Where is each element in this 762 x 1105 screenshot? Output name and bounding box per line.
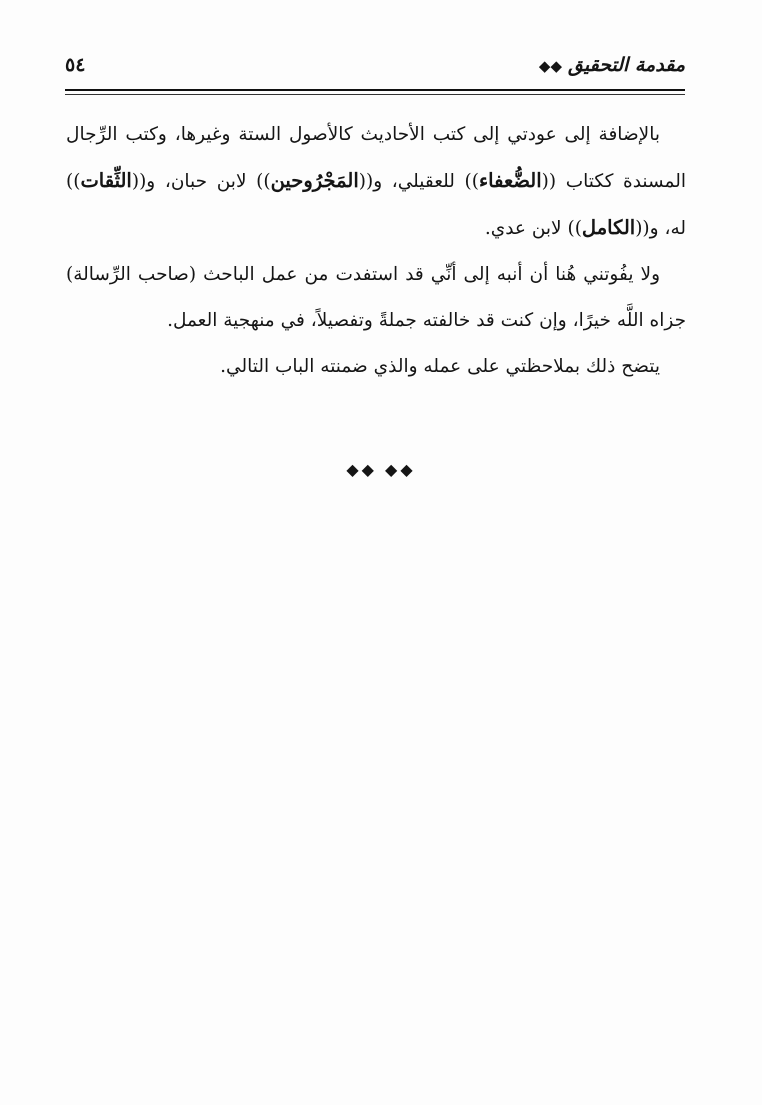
paragraph-2: ولا يفُوتني هُنا أن أنبه إلى أنِّي قد استفدت من عمل الباحث (صاحب الرِّسالة) جزاه اللَّه خيرًا، وإن كنت قد خالفته جملةً وتفصيلاً، في منهجية العمل.	[66, 264, 686, 331]
header-title-text: مقدمة التحقيق	[568, 54, 685, 76]
paragraph-3: يتضح ذلك بملاحظتي على عمله والذي ضمنته الباب التالي.	[220, 356, 660, 377]
header-rule	[65, 89, 685, 91]
p1-text-5: )) لابن عدي.	[484, 218, 582, 239]
book-title-thiqat: الثِّقات	[80, 169, 132, 192]
book-title-kamil: الكامل	[581, 216, 636, 239]
p1-text-3: )) لابن حبان، و((	[131, 171, 271, 192]
header-ornament: ◆◆	[538, 57, 562, 75]
book-title-majruhin: المَجْرُوحين	[270, 169, 359, 192]
header-title	[539, 54, 685, 76]
p1-text-2: )) للعقيلي، و((	[358, 171, 479, 192]
p1-text-4: )) له، و((	[66, 171, 686, 239]
header-rule-thin	[65, 94, 685, 95]
running-header	[65, 52, 685, 86]
paragraph-1	[66, 112, 686, 252]
p1-text-1: بالإضافة إلى عودتي إلى كتب الأحاديث كالأصول الستة وغيرها، وكتب الرِّجال المسندة ككتاب ((	[66, 124, 686, 192]
section-end-ornament: ◆◆ ◆◆	[346, 460, 416, 479]
book-title-duafa: الضُّعفاء	[479, 169, 542, 192]
page-number: ٥٤	[65, 54, 86, 76]
body-text	[66, 112, 686, 390]
